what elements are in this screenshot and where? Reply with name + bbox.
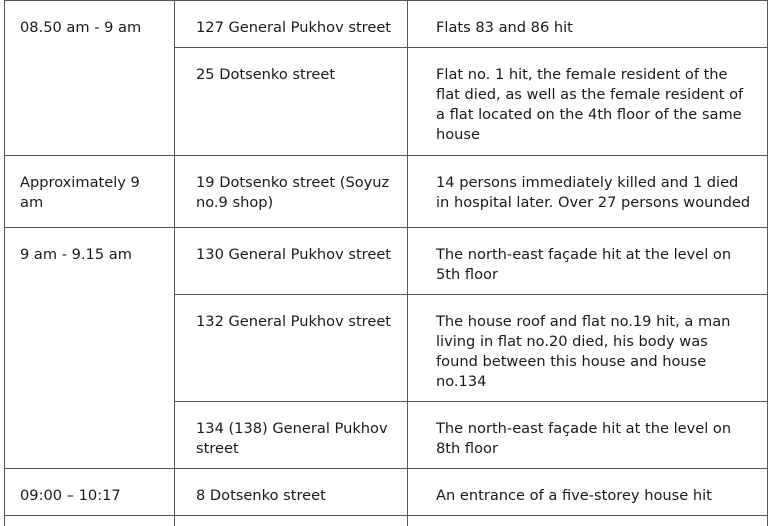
address-cell [175,402,408,469]
time-cell [5,156,175,228]
address-cell [175,295,408,402]
table-row [5,516,768,526]
address-cell [175,469,408,516]
address-text: 19 Dotsenko street (Soyuz no.9 shop) [175,156,407,222]
time-text: 08.50 am - 9 am [5,1,174,47]
time-text: Approximately 9 am [5,156,174,222]
address-cell [175,156,408,228]
time-cell [5,469,175,516]
truncated-cell [175,516,408,526]
events-table [4,0,768,526]
table-row [5,469,768,516]
address-text: 130 General Pukhov street [175,228,407,274]
address-cell [175,1,408,48]
table-row [5,1,768,48]
event-text: 14 persons immediately killed and 1 died in hospital later. Over 27 persons wounded [408,156,767,222]
event-text: Flat no. 1 hit, the female resident of the flat died, as well as the female resident of a flat located on the 4th floor of the same house [408,48,767,154]
table-row [5,156,768,228]
event-cell [408,1,768,48]
time-text: 9 am - 9.15 am [5,228,174,274]
address-text: 132 General Pukhov street [175,295,407,341]
table-row [5,228,768,295]
event-cell [408,48,768,156]
time-cell [5,228,175,469]
event-cell [408,402,768,469]
event-text: An entrance of a five-storey house hit [408,469,767,515]
time-text: 09:00 – 10:17 [5,469,174,515]
address-text: 8 Dotsenko street [175,469,407,515]
address-text: 134 (138) General Pukhov street [175,402,407,468]
event-cell [408,156,768,228]
truncated-cell [408,516,768,526]
address-text: 25 Dotsenko street [175,48,407,94]
event-text: The north-east façade hit at the level on 8th floor [408,402,767,468]
event-cell [408,295,768,402]
address-cell [175,48,408,156]
event-text: Flats 83 and 86 hit [408,1,767,47]
address-cell [175,228,408,295]
event-text: The north-east façade hit at the level on 5th floor [408,228,767,294]
event-cell [408,469,768,516]
time-cell [5,1,175,156]
truncated-cell [5,516,175,526]
event-text: The house roof and flat no.19 hit, a man living in flat no.20 died, his body was found between this house and house no.134 [408,295,767,401]
address-text: 127 General Pukhov street [175,1,407,47]
event-cell [408,228,768,295]
